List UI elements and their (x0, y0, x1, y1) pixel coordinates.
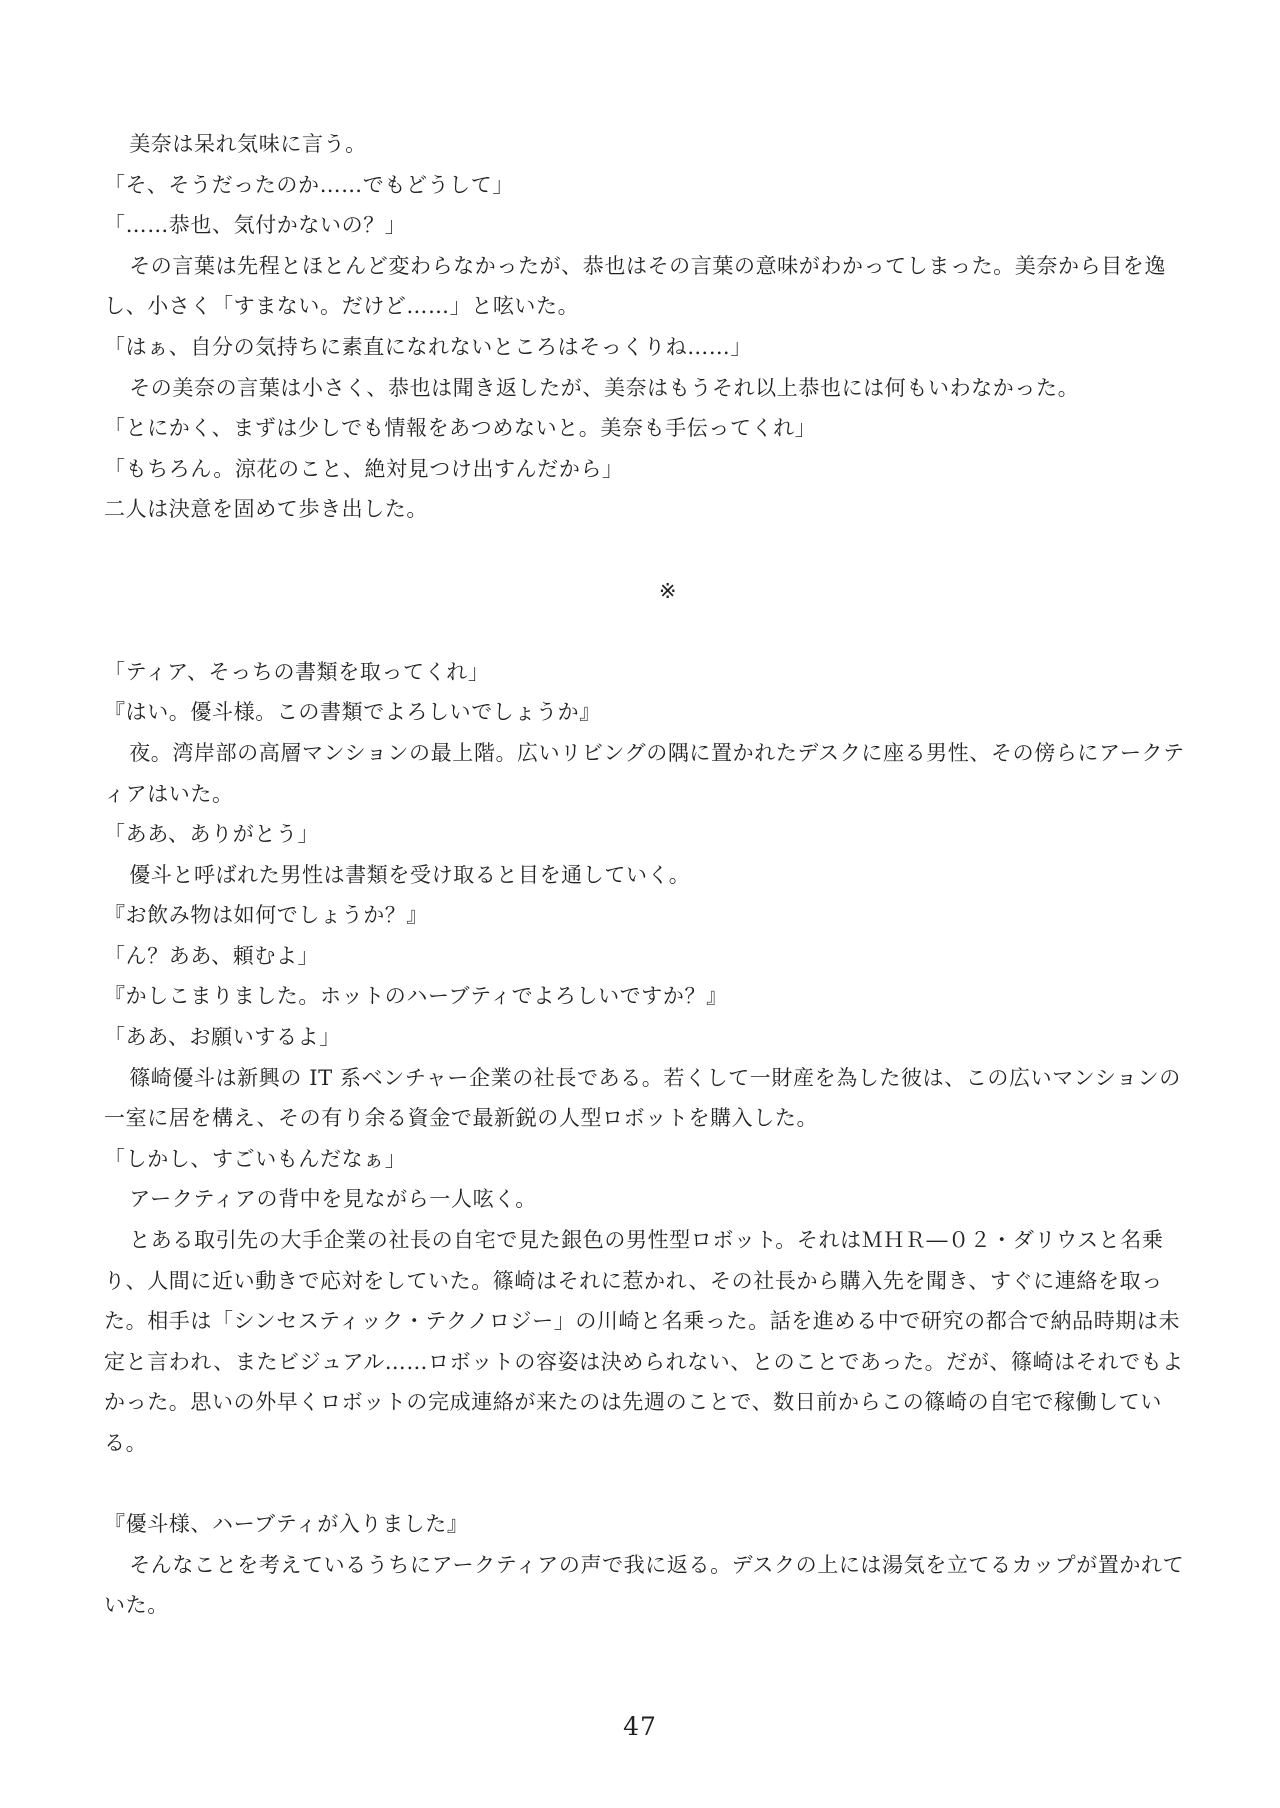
blank-line (104, 530, 1194, 571)
dialogue-line: 「とにかく、まずは少しでも情報をあつめないと。美奈も手伝ってくれ」 (104, 416, 817, 441)
narration-paragraph: 夜。湾岸部の高層マンションの最上階。広いリビングの隅に置かれたデスクに座る男性、その傍らにアークティアはいた。 (104, 740, 1185, 806)
narration-paragraph: とある取引先の大手企業の社長の自宅で見た銀色の男性型ロボット。それはＭＨＲ―０２・ダリウスと名乗り、人間に近い動きで応対をしていた。篠崎はそれに惹かれ、その社長から購入先を聞き、すぐに連絡を取った。相手は「シンセスティック・テクノロジー」の川崎と名乗った。話を進める中で研究の都合で納品時期は未定と言われ、またビジュアル……ロボットの容姿は決められない、とのことであった。だが、篠崎はそれでもよかった。思いの外早くロボットの完成連絡が来たのは先週のことで、数日前からこの篠崎の自宅で稼働している。 (104, 1228, 1184, 1455)
paragraph-group-middle (104, 652, 1194, 1464)
dialogue-line: 『はい。優斗様。この書類でよろしいでしょうか』 (104, 700, 601, 725)
dialogue-line: 『かしこまりました。ホットのハーブティでよろしいですか？』 (104, 984, 728, 1009)
narration-paragraph: 美奈は呆れ気味に言う。 (129, 132, 367, 156)
paragraph-group-top (104, 124, 1194, 530)
body-text (104, 124, 1194, 1626)
narration-paragraph: 篠崎優斗は新興の IT 系ベンチャー企業の社長である。若くして一財産を為した彼は、この広いマンションの一室に居を構え、その有り余る資金で最新鋭の人型ロボットを購入した。 (104, 1065, 1181, 1131)
dialogue-line: 『優斗様、ハーブティが入りました』 (104, 1512, 469, 1537)
narration-paragraph: その美奈の言葉は小さく、恭也は聞き返したが、美奈はもうそれ以上恭也には何もいわなかった。 (129, 375, 1080, 400)
blank-line (104, 1464, 1194, 1505)
narration-paragraph: 優斗と呼ばれた男性は書類を受け取ると目を通していく。 (129, 862, 691, 887)
narration-paragraph: その言葉は先程とほとんど変わらなかったが、恭也はその言葉の意味がわかってしまった。美奈から目を逸し、小さく「すまない。だけど……」と呟いた。 (104, 253, 1166, 319)
dialogue-line: 「ん？ああ、頼むよ」 (104, 943, 320, 968)
dialogue-line: 「はぁ、自分の気持ちに素直になれないところはそっくりね……」 (104, 334, 752, 359)
dialogue-line: 「そ、そうだったのか……でもどうして」 (104, 172, 514, 197)
page-number: 47 (623, 1712, 657, 1741)
narration-paragraph: アークティアの背中を見ながら一人呟く。 (129, 1187, 537, 1212)
dialogue-line: 『お飲み物は如何でしょうか？』 (104, 903, 428, 928)
dialogue-line: 「もちろん。涼花のこと、絶対見つけ出すんだから」 (104, 456, 624, 481)
dialogue-line: 「ああ、お願いするよ」 (104, 1025, 341, 1050)
narration-paragraph: 二人は決意を固めて歩き出した。 (104, 497, 428, 522)
dialogue-line: 「ティア、そっちの書類を取ってくれ」 (104, 659, 490, 684)
narration-paragraph: そんなことを考えているうちにアークティアの声で我に返る。デスクの上には湯気を立てるカップが置かれていた。 (104, 1552, 1185, 1618)
paragraph-group-bottom (104, 1504, 1194, 1626)
dialogue-line: 「しかし、すごいもんだなぁ」 (104, 1146, 407, 1171)
blank-line (104, 611, 1194, 652)
section-break-mark: ※ (658, 578, 678, 603)
dialogue-line: 「……恭也、気付かないの？」 (104, 213, 407, 238)
dialogue-line: 「ああ、ありがとう」 (104, 822, 320, 847)
